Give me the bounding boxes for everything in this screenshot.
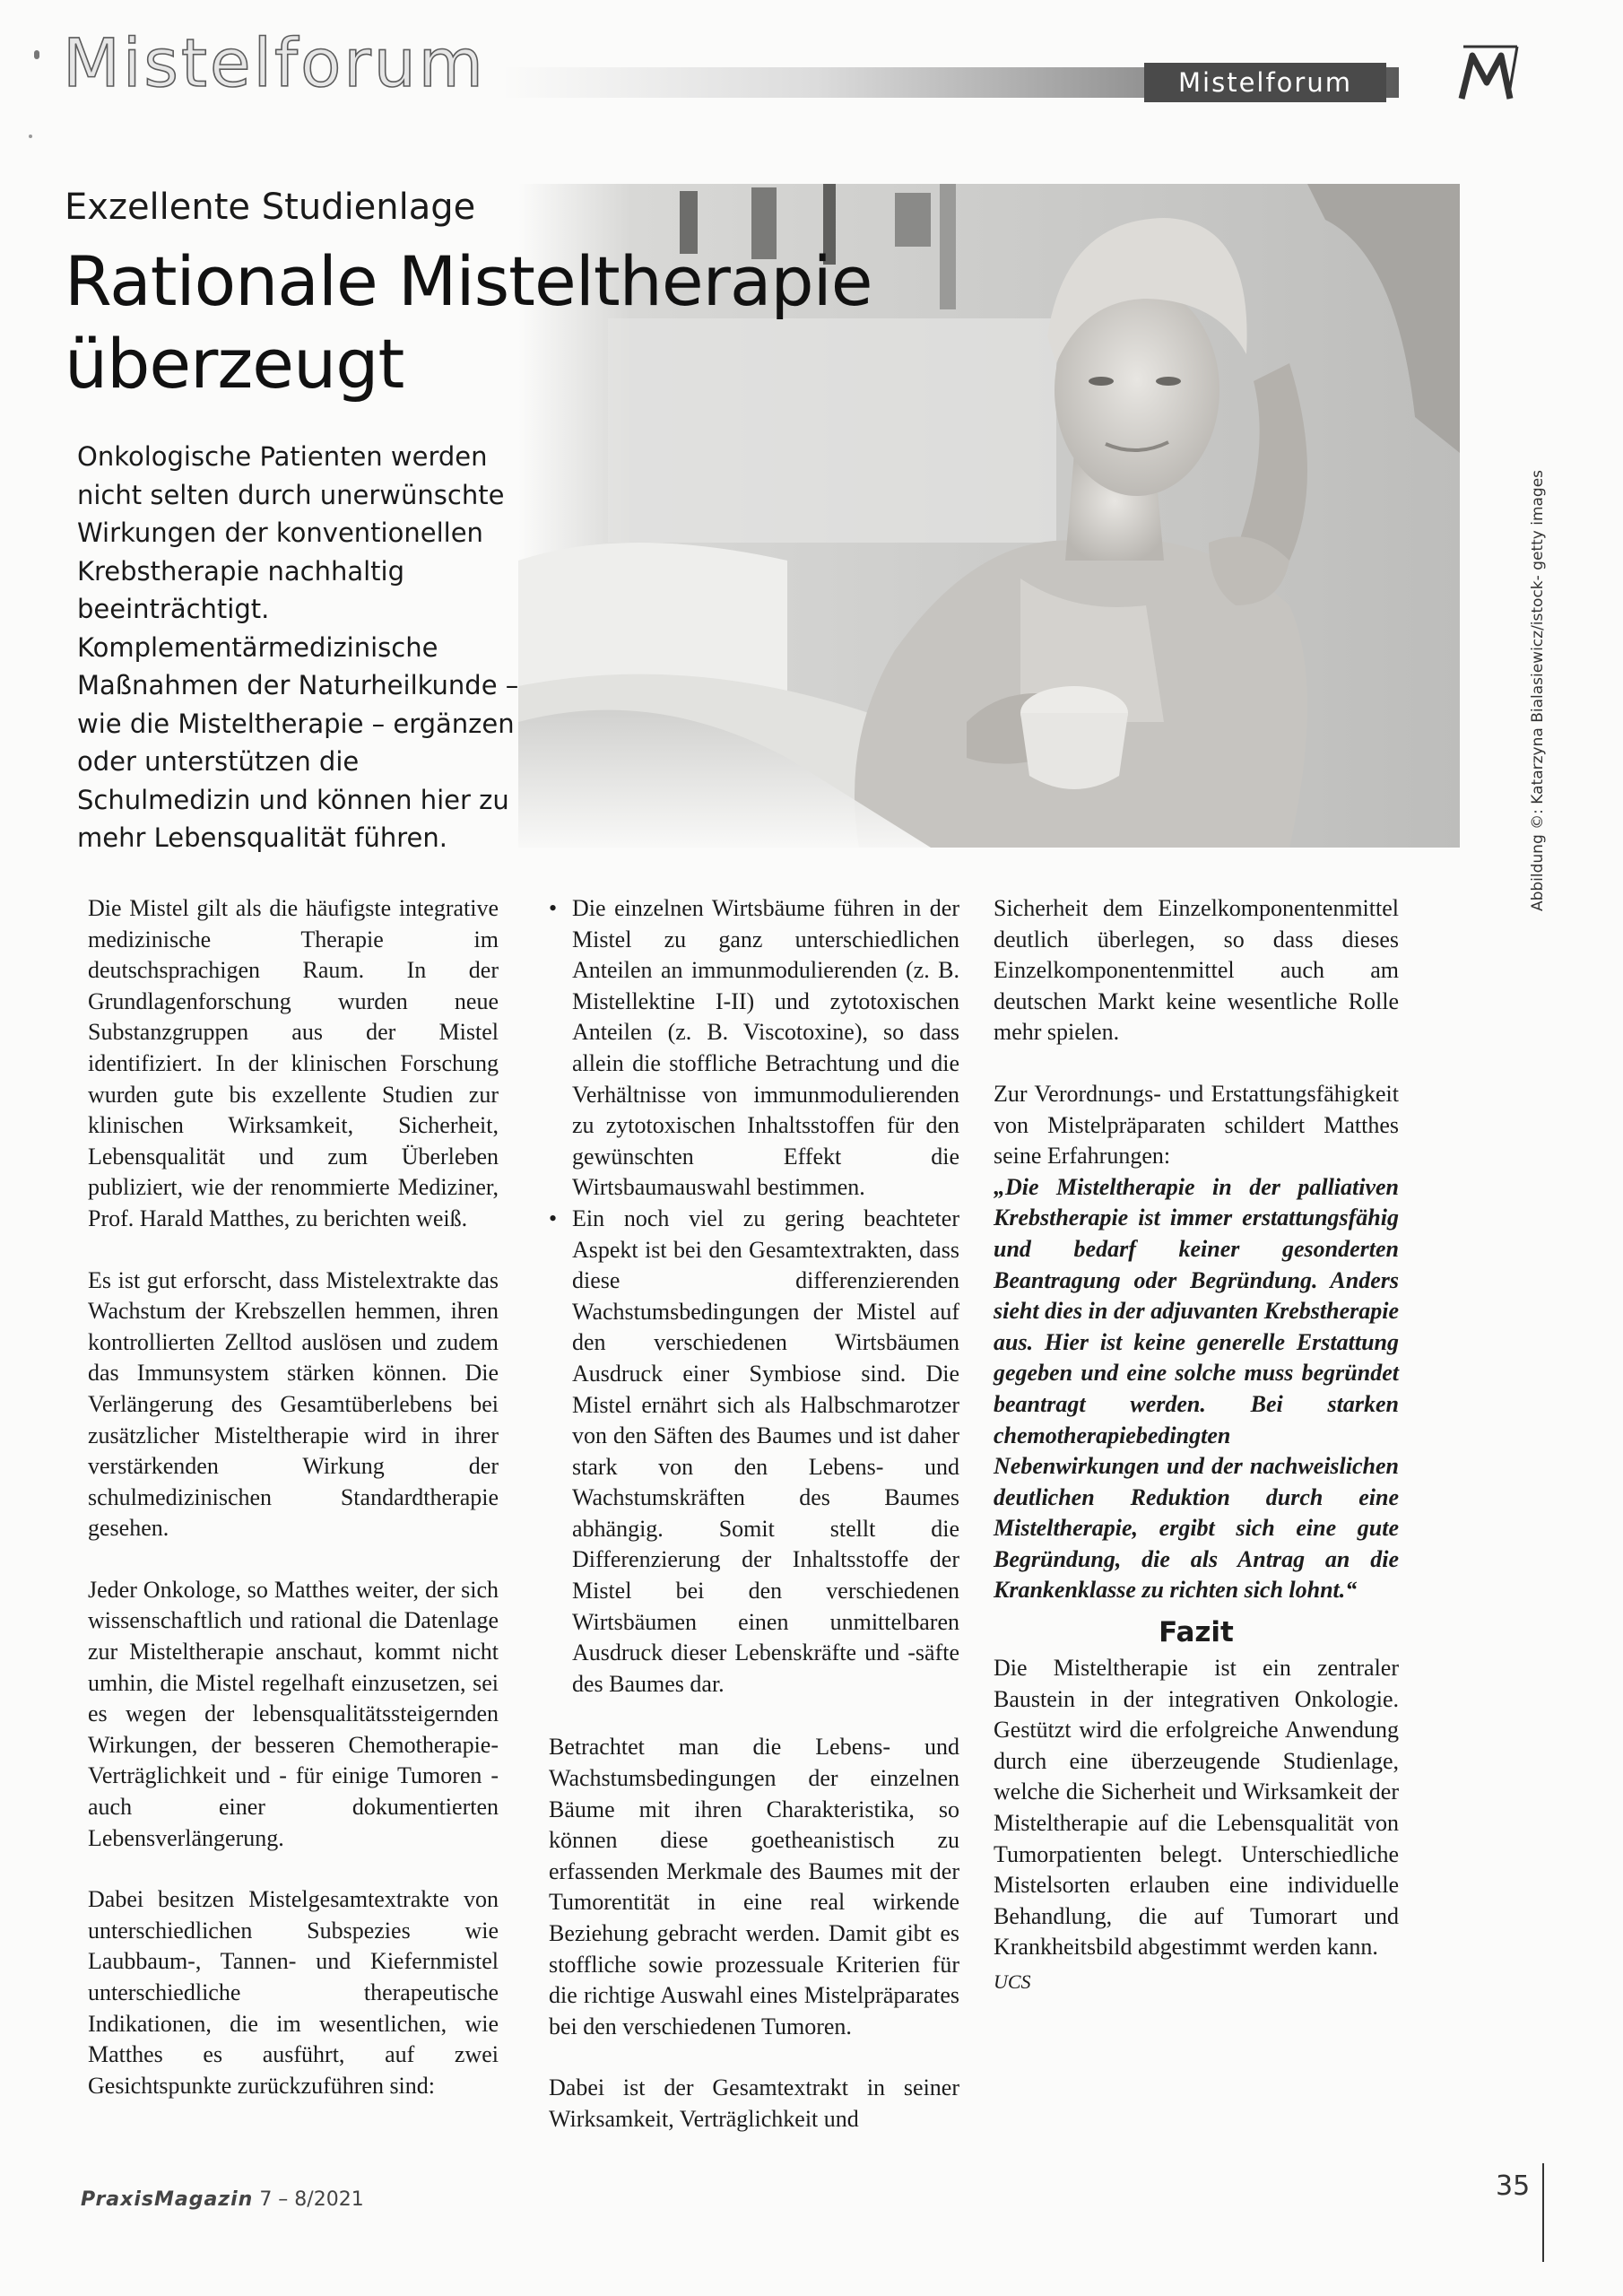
paragraph: Die Misteltherapie ist ein zentraler Baustein in der integrativen Onkologie. Gestützt wird die erfolgreiche Anwendung durch eine überzeugende Studienlage, welche die Sicherheit und Wirksamkeit der Misteltherapie auf die Lebensqualität von Tumorpatienten belegt. Unterschiedliche Mistelsorten erlauben eine individuelle Behandlung, die auf Tumorart und Krankheitsbild abgestimmt werden kann. [994, 1655, 1399, 1961]
section-label: Mistelforum [1144, 63, 1386, 102]
quote: „Die Misteltherapie in der palliativen Krebstherapie ist immer erstattungsfähig und bedarf keiner gesonderten Beantragung oder Begründung. Anders sieht dies in der adjuvanten Krebstherapie aus. Hier ist keine generelle Erstattung gegeben und eine solche muss begründet beantragt werden. Bei starken chemotherapiebedingten Nebenwirkungen und der nachweislichen deutlichen Reduktion durch eine Misteltherapie, ergibt sich eine gute Begründung, die als Antrag an die Krankenklasse zu richten sich lohnt.“ [994, 1173, 1399, 1604]
issue-number: 7 – 8/2021 [259, 2188, 364, 2211]
scan-mark [34, 50, 39, 59]
magazine-section-title: Mistelforum [63, 25, 486, 102]
text-column-2 [549, 893, 959, 2135]
magazine-name: PraxisMagazin [81, 2188, 254, 2211]
mistelforum-logo-icon [1454, 36, 1524, 106]
text-column-3 [994, 893, 1399, 1998]
author-initials: UCS [994, 1970, 1031, 1993]
paragraph: Zur Verordnungs- und Erstattungsfähigkeit von Mistelpräparaten schildert Matthes seine Erfahrungen: [994, 1080, 1399, 1170]
section-heading: Fazit [1159, 1616, 1234, 1649]
paragraph: Es ist gut erforscht, dass Mistelextrakte das Wachstum der Krebszellen hemmen, ihren kontrollierten Zelltod auslösen und zudem das Immunsystem stärken können. Die Verlängerung des Gesamtüberlebens bei zusätzlicher Misteltherapie wird in ihrer verstärkenden Wirkung der schulmedizinischen Standardtherapie gesehen. [88, 1266, 499, 1542]
page-number: 35 [1496, 2170, 1531, 2202]
paragraph: Dabei besitzen Mistelgesamtextrakte von unterschiedlichen Subspezies wie Laubbaum-, Tannen- und Kiefernmistel unterschiedliche therapeutische Indikationen, die im wesentlichen, wie Matthes es ausführt, auf zwei Gesichtspunkte zurückzuführen sind: [88, 1886, 499, 2099]
article-lead: Onkologische Patienten werden nicht selten durch unerwünschte Wirkungen der konventionellen Krebstherapie nachhaltig beeinträchtigt. Komplementärmedizinische Maßnahmen der Naturheilkunde – wie die Misteltherapie – ergänzen oder unterstützen die Schulmedizin und können hier zu mehr Lebensqualität führen. [77, 441, 519, 853]
paragraph: Betrachtet man die Lebens- und Wachstumsbedingungen der einzelnen Bäume mit ihren Charakteristika, so können diese goetheanistisch zu erfassenden Merkmale des Baumes mit der Tumorentität in eine real wirkende Beziehung gebracht werden. Damit gibt es stoffliche sowie prozessuale Kriterien für die richtige Auswahl eines Mistelpräparates bei den verschiedenen Tumoren. [549, 1734, 959, 2039]
bullet-list [549, 893, 959, 1700]
paragraph: Die Mistel gilt als die häufigste integrative medizinische Therapie im deutschsprachigen Raum. In der Grundlagenforschung wurden neue Substanzgruppen aus der Mistel identifiziert. In der klinischen Forschung wurden gute bis exzellente Studien zur klinischen Wirksamkeit, Sicherheit, Lebensqualität und zum Überleben publiziert, wie der renommierte Mediziner, Prof. Harald Matthes, zu berichten weiß. [88, 895, 499, 1231]
scan-mark [29, 135, 32, 138]
article-headline [65, 240, 890, 405]
headline-line-2: überzeugt [65, 324, 404, 404]
paragraph: Jeder Onkologe, so Matthes weiter, der sich wissenschaftlich und rational die Datenlage zur Misteltherapie anschaut, kommt nicht umhin, die Mistel regelhaft einzusetzen, sei es wegen der lebensqualitätssteigernden Wirkungen, der besseren Chemotherapie-Verträglichkeit und - für einige Tumoren - auch einer dokumentierten Lebensverlängerung. [88, 1576, 499, 1851]
text-column-1 [88, 893, 499, 2101]
paragraph: Sicherheit dem Einzelkomponentenmittel deutlich überlegen, so dass dieses Einzelkomponentenmittel auch am deutschen Markt keine wesentliche Rolle mehr spielen. [994, 895, 1399, 1046]
page-rule [1542, 2163, 1544, 2262]
article-kicker: Exzellente Studienlage [65, 187, 476, 228]
image-credit: Abbildung ©: Katarzyna Bialasiewicz/istock- getty images [1529, 469, 1547, 912]
list-item: • Die einzelnen Wirtsbäume führen in der Mistel zu ganz unterschiedlichen Anteilen an immunmodulierenden (z. B. Mistellektine I-II) und zytotoxischen Anteilen (z. B. Viscotoxine), so dass allein die stoffliche Betrachtung und die Verhältnisse von immunmodulierenden zu zytotoxischen Inhaltsstoffen für den gewünschten Effekt die Wirtsbaumauswahl bestimmen. [549, 893, 959, 1204]
footer-publication [81, 2188, 364, 2211]
paragraph: Dabei ist der Gesamtextrakt in seiner Wirksamkeit, Verträglichkeit und [549, 2074, 959, 2132]
list-item: • Ein noch viel zu gering beachteter Aspekt ist bei den Gesamtextrakten, dass diese differenzierenden Wachstumsbedingungen der Mistel auf den verschiedenen Wirtsbäumen Ausdruck einer Symbiose sind. Die Mistel ernährt sich als Halbschmarotzer von den Säften des Baumes und ist daher stark von den Lebens- und Wachstumskräften des Baumes abhängig. Somit stellt die Differenzierung der Inhaltsstoffe der Mistel bei den verschiedenen Wirtsbäumen einen unmittelbaren Ausdruck dieser Lebenskräfte und -säfte des Baumes dar. [549, 1204, 959, 1700]
headline-line-1: Rationale Misteltherapie [65, 241, 872, 321]
